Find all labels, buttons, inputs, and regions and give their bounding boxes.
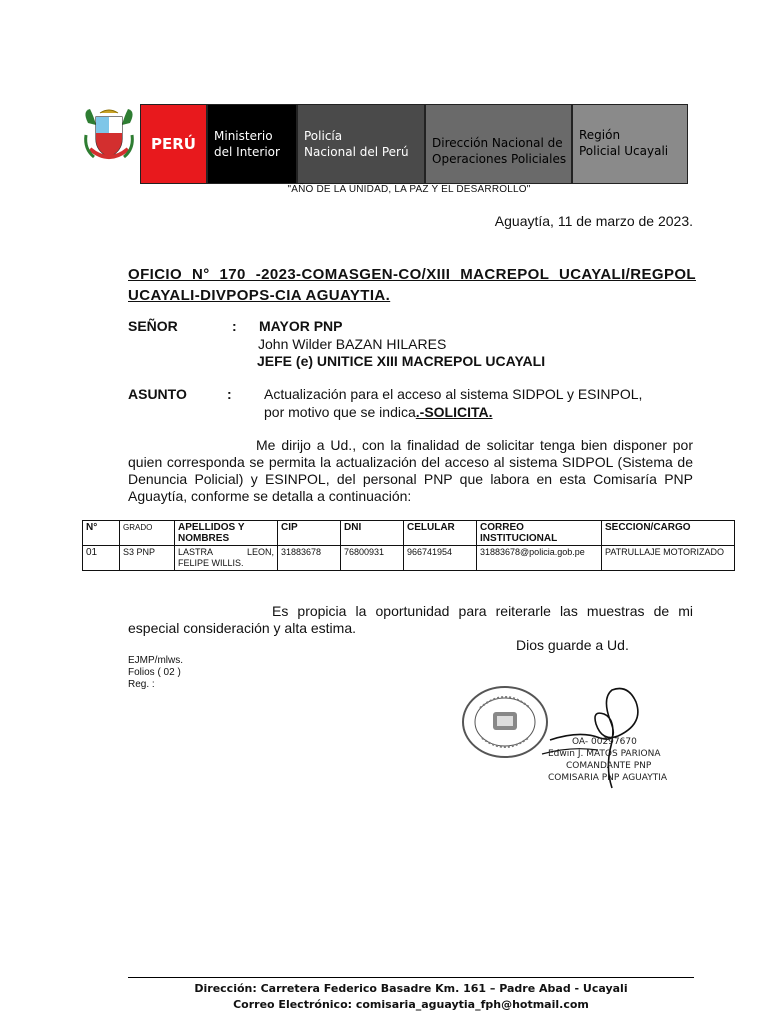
table-header-row <box>83 521 735 546</box>
ministerio-header-box <box>207 104 297 184</box>
region-line-1: Región <box>579 128 621 142</box>
col-header-seccion: SECCION/CARGO <box>602 521 735 546</box>
region-line-2: Policial Ucayali <box>579 144 669 158</box>
col-header-cip: CIP <box>278 521 341 546</box>
subject-line-2-text: por motivo que se indica <box>264 404 416 420</box>
addressee-name: John Wilder BAZAN HILARES <box>258 336 447 352</box>
subject-solicita: .-SOLICITA. <box>415 404 493 420</box>
peru-label: PERÚ <box>151 135 196 153</box>
ministerio-line-2: del Interior <box>214 145 280 159</box>
addressee-rank: MAYOR PNP <box>259 318 343 334</box>
police-stamp-icon <box>460 684 550 760</box>
subject-line-2 <box>264 404 493 420</box>
direccion-header-box <box>425 104 572 184</box>
body-paragraph-1: Me dirijo a Ud., con la finalidad de solicitar tenga bien disponer por quien corresponda se permita la actualización del acceso al sistema SIDPOL (Sistema de Denuncia Policial) y ESINPOL, del personal PNP que labora en esta Comisaría PNP Aguaytía, conforme se detalla a continuación: <box>128 437 693 504</box>
cell-apellidos: LASTRA LEON, FELIPE WILLIS. <box>175 546 278 571</box>
cell-celular: 966741954 <box>404 546 477 571</box>
col-header-number: N° <box>83 521 120 546</box>
direccion-line-2: Operaciones Policiales <box>432 152 567 166</box>
footer-address: Dirección: Carretera Federico Basadre Km. 161 – Padre Abad - Ucayali <box>194 982 628 995</box>
peru-coat-of-arms-icon <box>80 103 138 167</box>
closing-greeting: Dios guarde a Ud. <box>516 637 629 653</box>
cell-seccion: PATRULLAJE MOTORIZADO <box>602 546 735 571</box>
addressee-colon: : <box>232 318 237 334</box>
oficio-number: OFICIO N° 170 -2023-COMASGEN-CO/XIII MACREPOL UCAYALI/REGPOL UCAYALI-DIVPOPS-CIA AGUAYTIA. <box>128 266 696 304</box>
signature-block <box>548 736 667 784</box>
year-motto: "AÑO DE LA UNIDAD, LA PAZ Y EL DESARROLLO" <box>287 184 531 195</box>
policia-header-box <box>297 104 425 184</box>
signature-cip: OA- 00297670 <box>572 737 637 747</box>
addressee-post: JEFE (e) UNITICE XIII MACREPOL UCAYALI <box>257 353 546 369</box>
cell-number: 01 <box>83 546 120 571</box>
ministerio-line-1: Ministerio <box>214 129 273 143</box>
signature-rank: COMANDANTE PNP <box>566 761 652 771</box>
cell-correo: 31883678@policia.gob.pe <box>477 546 602 571</box>
table-row <box>83 546 735 571</box>
cell-grado: S3 PNP <box>120 546 175 571</box>
subject-colon: : <box>227 386 232 402</box>
body-paragraph-2: Es propicia la oportunidad para reiterarle las muestras de mi especial consideración y alta estima. <box>128 603 693 636</box>
date: , 11 de marzo de 2023. <box>550 213 693 229</box>
col-header-correo: CORREO INSTITUCIONAL <box>477 521 602 546</box>
ref-reg: Reg. : <box>128 679 155 690</box>
subject-label: ASUNTO <box>128 386 187 402</box>
reference-notes <box>128 655 183 691</box>
cell-cip: 31883678 <box>278 546 341 571</box>
footer <box>128 981 694 1013</box>
footer-divider <box>128 977 694 978</box>
addressee-label: SEÑOR <box>128 318 178 334</box>
place-date <box>495 213 693 229</box>
personnel-table <box>82 520 735 571</box>
col-header-dni: DNI <box>341 521 404 546</box>
direccion-line-1: Dirección Nacional de <box>432 136 563 150</box>
col-header-grado: GRADO <box>120 521 175 546</box>
peru-header-box <box>140 104 207 184</box>
cell-dni: 76800931 <box>341 546 404 571</box>
ref-initials: EJMP/mlws. <box>128 655 183 666</box>
subject-line-1: Actualización para el acceso al sistema SIDPOL y ESINPOL, <box>264 386 643 402</box>
policia-line-1: Policía <box>304 129 343 143</box>
ref-folios: Folios ( 02 ) <box>128 667 181 678</box>
signature-name: Edwin J. MATOS PARIONA <box>548 749 661 759</box>
signature-unit: COMISARIA PNP AGUAYTIA <box>548 773 668 783</box>
col-header-celular: CELULAR <box>404 521 477 546</box>
region-header-box <box>572 104 688 184</box>
place: Aguaytía <box>494 213 551 229</box>
footer-email: Correo Electrónico: comisaria_aguaytia_fph@hotmail.com <box>233 998 589 1011</box>
col-header-apellidos: APELLIDOS Y NOMBRES <box>175 521 278 546</box>
policia-line-2: Nacional del Perú <box>304 145 409 159</box>
